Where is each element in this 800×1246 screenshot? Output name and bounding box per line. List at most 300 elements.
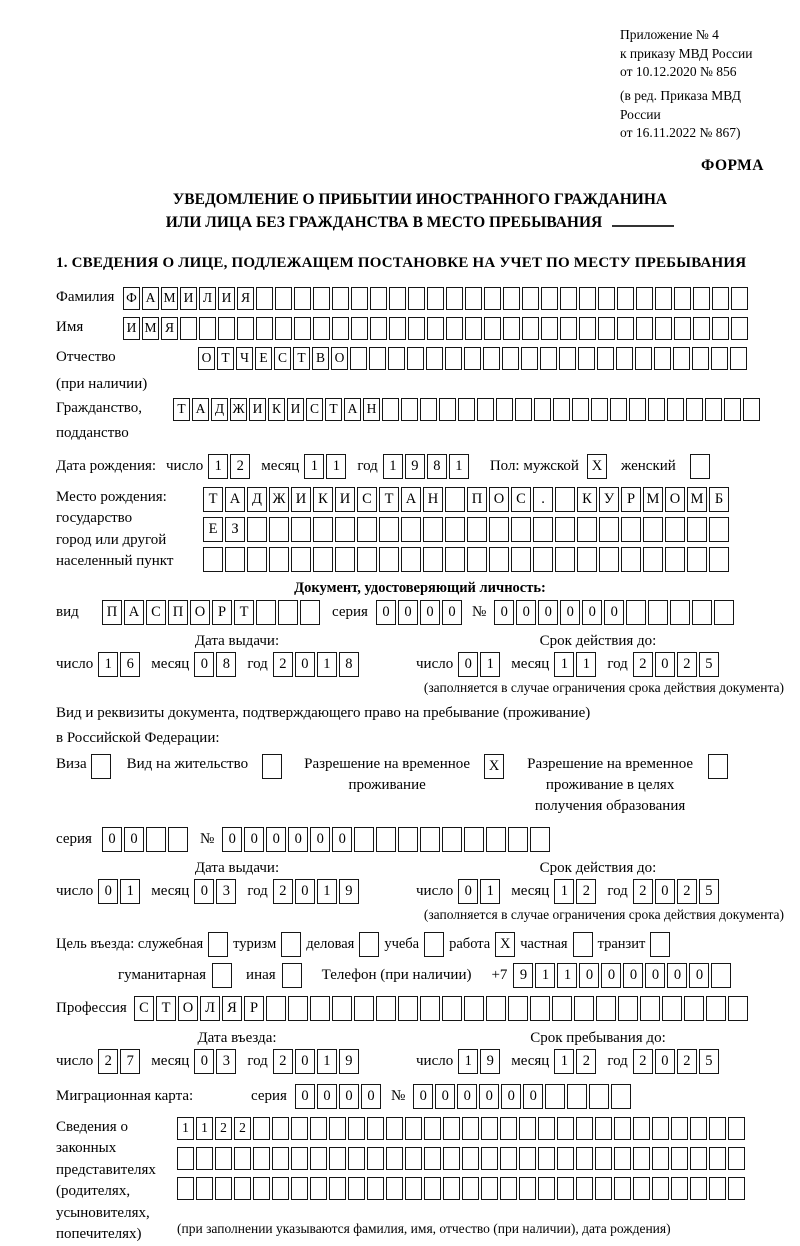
char-box[interactable] bbox=[445, 347, 462, 370]
char-box[interactable]: Т bbox=[325, 398, 342, 421]
char-box[interactable] bbox=[408, 317, 425, 340]
char-box[interactable] bbox=[465, 287, 482, 310]
char-box[interactable]: М bbox=[643, 487, 663, 512]
char-box[interactable] bbox=[648, 398, 665, 421]
char-box[interactable]: 0 bbox=[295, 1084, 315, 1109]
char-box[interactable] bbox=[481, 1117, 498, 1140]
char-box[interactable] bbox=[484, 317, 501, 340]
char-box[interactable] bbox=[446, 287, 463, 310]
temp-residence-edu-checkbox[interactable] bbox=[708, 754, 728, 779]
char-box[interactable]: 0 bbox=[494, 600, 514, 625]
char-box[interactable] bbox=[398, 996, 418, 1021]
char-box[interactable] bbox=[445, 517, 465, 542]
char-box[interactable] bbox=[445, 487, 465, 512]
char-box[interactable]: 0 bbox=[560, 600, 580, 625]
char-box[interactable]: 2 bbox=[633, 1049, 653, 1074]
char-box[interactable] bbox=[557, 1177, 574, 1200]
char-box[interactable] bbox=[481, 1177, 498, 1200]
char-box[interactable]: 1 bbox=[557, 963, 577, 988]
char-box[interactable]: П bbox=[168, 600, 188, 625]
char-box[interactable] bbox=[670, 600, 690, 625]
char-box[interactable]: 2 bbox=[633, 652, 653, 677]
char-box[interactable] bbox=[408, 287, 425, 310]
char-box[interactable] bbox=[357, 517, 377, 542]
char-box[interactable] bbox=[348, 1177, 365, 1200]
char-box[interactable] bbox=[540, 347, 557, 370]
char-box[interactable] bbox=[420, 996, 440, 1021]
char-box[interactable]: С bbox=[274, 347, 291, 370]
char-box[interactable] bbox=[310, 1177, 327, 1200]
char-box[interactable]: 0 bbox=[582, 600, 602, 625]
char-box[interactable] bbox=[234, 1147, 251, 1170]
char-box[interactable]: 9 bbox=[339, 1049, 359, 1074]
char-box[interactable]: С bbox=[306, 398, 323, 421]
char-box[interactable]: 0 bbox=[332, 827, 352, 852]
char-box[interactable] bbox=[357, 547, 377, 572]
char-box[interactable]: Я bbox=[161, 317, 178, 340]
char-box[interactable] bbox=[376, 827, 396, 852]
char-box[interactable]: Е bbox=[255, 347, 272, 370]
char-box[interactable] bbox=[579, 317, 596, 340]
char-box[interactable]: З bbox=[225, 517, 245, 542]
char-box[interactable] bbox=[728, 1177, 745, 1200]
char-box[interactable]: 2 bbox=[273, 1049, 293, 1074]
char-box[interactable]: 1 bbox=[317, 652, 337, 677]
char-box[interactable]: 1 bbox=[449, 454, 469, 479]
char-box[interactable] bbox=[483, 347, 500, 370]
char-box[interactable]: И bbox=[180, 287, 197, 310]
purpose-work-checkbox[interactable]: X bbox=[495, 932, 515, 957]
char-box[interactable] bbox=[614, 1117, 631, 1140]
char-box[interactable]: 1 bbox=[535, 963, 555, 988]
char-box[interactable] bbox=[598, 287, 615, 310]
char-box[interactable]: А bbox=[124, 600, 144, 625]
char-box[interactable] bbox=[595, 1117, 612, 1140]
char-box[interactable] bbox=[709, 1177, 726, 1200]
char-box[interactable] bbox=[247, 547, 267, 572]
char-box[interactable]: 0 bbox=[361, 1084, 381, 1109]
char-box[interactable] bbox=[684, 996, 704, 1021]
char-box[interactable] bbox=[348, 1117, 365, 1140]
char-box[interactable] bbox=[711, 963, 731, 988]
char-box[interactable] bbox=[674, 287, 691, 310]
char-box[interactable]: П bbox=[467, 487, 487, 512]
char-box[interactable] bbox=[253, 1177, 270, 1200]
char-box[interactable] bbox=[180, 317, 197, 340]
char-box[interactable]: 5 bbox=[699, 652, 719, 677]
char-box[interactable]: 9 bbox=[405, 454, 425, 479]
char-box[interactable] bbox=[643, 517, 663, 542]
char-box[interactable] bbox=[389, 287, 406, 310]
char-box[interactable] bbox=[508, 827, 528, 852]
char-box[interactable] bbox=[291, 517, 311, 542]
char-box[interactable]: Л bbox=[199, 287, 216, 310]
char-box[interactable] bbox=[177, 1177, 194, 1200]
char-box[interactable] bbox=[272, 1117, 289, 1140]
char-box[interactable] bbox=[500, 1117, 517, 1140]
char-box[interactable]: А bbox=[344, 398, 361, 421]
char-box[interactable] bbox=[329, 1147, 346, 1170]
char-box[interactable] bbox=[332, 287, 349, 310]
char-box[interactable] bbox=[690, 1177, 707, 1200]
char-box[interactable] bbox=[443, 1147, 460, 1170]
char-box[interactable]: 0 bbox=[244, 827, 264, 852]
char-box[interactable]: 0 bbox=[124, 827, 144, 852]
purpose-transit-checkbox[interactable] bbox=[650, 932, 670, 957]
char-box[interactable] bbox=[405, 1177, 422, 1200]
char-box[interactable]: 0 bbox=[339, 1084, 359, 1109]
char-box[interactable] bbox=[555, 487, 575, 512]
char-box[interactable] bbox=[367, 1147, 384, 1170]
char-box[interactable]: И bbox=[249, 398, 266, 421]
char-box[interactable] bbox=[515, 398, 532, 421]
char-box[interactable] bbox=[386, 1177, 403, 1200]
char-box[interactable]: Т bbox=[156, 996, 176, 1021]
char-box[interactable] bbox=[686, 398, 703, 421]
char-box[interactable]: . bbox=[533, 487, 553, 512]
char-box[interactable] bbox=[629, 398, 646, 421]
char-box[interactable]: Б bbox=[709, 487, 729, 512]
char-box[interactable]: 0 bbox=[310, 827, 330, 852]
char-box[interactable] bbox=[203, 547, 223, 572]
char-box[interactable] bbox=[272, 1147, 289, 1170]
char-box[interactable] bbox=[598, 317, 615, 340]
char-box[interactable]: 1 bbox=[480, 879, 500, 904]
char-box[interactable] bbox=[288, 996, 308, 1021]
char-box[interactable] bbox=[294, 317, 311, 340]
char-box[interactable]: 1 bbox=[196, 1117, 213, 1140]
char-box[interactable]: 1 bbox=[576, 652, 596, 677]
char-box[interactable] bbox=[388, 347, 405, 370]
char-box[interactable]: 1 bbox=[458, 1049, 478, 1074]
char-box[interactable] bbox=[427, 317, 444, 340]
char-box[interactable] bbox=[398, 827, 418, 852]
char-box[interactable] bbox=[489, 517, 509, 542]
char-box[interactable]: 1 bbox=[554, 1049, 574, 1074]
char-box[interactable]: 2 bbox=[677, 879, 697, 904]
char-box[interactable] bbox=[579, 287, 596, 310]
char-box[interactable] bbox=[379, 547, 399, 572]
char-box[interactable] bbox=[674, 317, 691, 340]
char-box[interactable]: В bbox=[312, 347, 329, 370]
char-box[interactable] bbox=[407, 347, 424, 370]
char-box[interactable] bbox=[269, 517, 289, 542]
char-box[interactable] bbox=[576, 1147, 593, 1170]
char-box[interactable]: И bbox=[218, 287, 235, 310]
char-box[interactable]: 0 bbox=[579, 963, 599, 988]
char-box[interactable]: 2 bbox=[273, 879, 293, 904]
char-box[interactable] bbox=[555, 547, 575, 572]
char-box[interactable] bbox=[370, 317, 387, 340]
char-box[interactable]: 0 bbox=[266, 827, 286, 852]
char-box[interactable]: 0 bbox=[458, 652, 478, 677]
char-box[interactable] bbox=[348, 1147, 365, 1170]
char-box[interactable] bbox=[291, 1117, 308, 1140]
char-box[interactable] bbox=[599, 517, 619, 542]
char-box[interactable] bbox=[522, 287, 539, 310]
char-box[interactable] bbox=[665, 547, 685, 572]
char-box[interactable] bbox=[533, 547, 553, 572]
char-box[interactable]: 0 bbox=[667, 963, 687, 988]
char-box[interactable] bbox=[671, 1177, 688, 1200]
char-box[interactable]: 1 bbox=[177, 1117, 194, 1140]
char-box[interactable]: О bbox=[331, 347, 348, 370]
char-box[interactable] bbox=[665, 517, 685, 542]
char-box[interactable] bbox=[401, 398, 418, 421]
char-box[interactable] bbox=[269, 547, 289, 572]
char-box[interactable]: Т bbox=[379, 487, 399, 512]
char-box[interactable]: Р bbox=[244, 996, 264, 1021]
char-box[interactable]: 2 bbox=[234, 1117, 251, 1140]
char-box[interactable]: 2 bbox=[677, 1049, 697, 1074]
char-box[interactable]: 2 bbox=[576, 1049, 596, 1074]
char-box[interactable]: 0 bbox=[442, 600, 462, 625]
char-box[interactable] bbox=[621, 547, 641, 572]
char-box[interactable] bbox=[559, 347, 576, 370]
char-box[interactable] bbox=[511, 547, 531, 572]
char-box[interactable] bbox=[599, 547, 619, 572]
purpose-business-checkbox[interactable] bbox=[359, 932, 379, 957]
char-box[interactable] bbox=[595, 1147, 612, 1170]
char-box[interactable] bbox=[313, 547, 333, 572]
char-box[interactable]: 0 bbox=[295, 879, 315, 904]
char-box[interactable]: 0 bbox=[516, 600, 536, 625]
char-box[interactable] bbox=[278, 600, 298, 625]
char-box[interactable]: Т bbox=[217, 347, 234, 370]
char-box[interactable] bbox=[574, 996, 594, 1021]
char-box[interactable] bbox=[367, 1117, 384, 1140]
char-box[interactable] bbox=[477, 398, 494, 421]
char-box[interactable]: 0 bbox=[194, 879, 214, 904]
char-box[interactable] bbox=[424, 1117, 441, 1140]
char-box[interactable] bbox=[541, 317, 558, 340]
char-box[interactable] bbox=[275, 287, 292, 310]
char-box[interactable]: 0 bbox=[645, 963, 665, 988]
char-box[interactable] bbox=[486, 996, 506, 1021]
char-box[interactable] bbox=[382, 398, 399, 421]
char-box[interactable] bbox=[530, 996, 550, 1021]
char-box[interactable] bbox=[423, 517, 443, 542]
char-box[interactable]: 0 bbox=[288, 827, 308, 852]
char-box[interactable] bbox=[578, 347, 595, 370]
char-box[interactable]: У bbox=[599, 487, 619, 512]
char-box[interactable]: 2 bbox=[677, 652, 697, 677]
char-box[interactable] bbox=[730, 347, 747, 370]
char-box[interactable] bbox=[652, 1177, 669, 1200]
char-box[interactable]: 5 bbox=[699, 879, 719, 904]
temp-residence-checkbox[interactable]: X bbox=[484, 754, 504, 779]
char-box[interactable] bbox=[253, 1147, 270, 1170]
char-box[interactable]: 0 bbox=[523, 1084, 543, 1109]
char-box[interactable] bbox=[648, 600, 668, 625]
char-box[interactable] bbox=[177, 1147, 194, 1170]
char-box[interactable] bbox=[557, 1117, 574, 1140]
char-box[interactable]: 0 bbox=[398, 600, 418, 625]
char-box[interactable] bbox=[534, 398, 551, 421]
char-box[interactable]: К bbox=[313, 487, 333, 512]
char-box[interactable] bbox=[519, 1147, 536, 1170]
purpose-humanitarian-checkbox[interactable] bbox=[212, 963, 232, 988]
char-box[interactable]: И bbox=[287, 398, 304, 421]
char-box[interactable] bbox=[370, 287, 387, 310]
char-box[interactable]: Р bbox=[621, 487, 641, 512]
char-box[interactable] bbox=[464, 827, 484, 852]
char-box[interactable]: 1 bbox=[317, 1049, 337, 1074]
char-box[interactable] bbox=[215, 1177, 232, 1200]
char-box[interactable]: 0 bbox=[435, 1084, 455, 1109]
visa-checkbox[interactable] bbox=[91, 754, 111, 779]
char-box[interactable] bbox=[234, 1177, 251, 1200]
char-box[interactable]: М bbox=[142, 317, 159, 340]
char-box[interactable] bbox=[424, 1147, 441, 1170]
char-box[interactable]: 0 bbox=[376, 600, 396, 625]
char-box[interactable]: Я bbox=[237, 287, 254, 310]
char-box[interactable]: 0 bbox=[194, 1049, 214, 1074]
char-box[interactable] bbox=[538, 1147, 555, 1170]
char-box[interactable] bbox=[522, 317, 539, 340]
char-box[interactable] bbox=[530, 827, 550, 852]
char-box[interactable] bbox=[489, 547, 509, 572]
char-box[interactable] bbox=[731, 317, 748, 340]
char-box[interactable] bbox=[291, 1177, 308, 1200]
char-box[interactable] bbox=[655, 287, 672, 310]
char-box[interactable] bbox=[275, 317, 292, 340]
char-box[interactable]: О bbox=[489, 487, 509, 512]
char-box[interactable] bbox=[462, 1147, 479, 1170]
char-box[interactable]: 1 bbox=[383, 454, 403, 479]
char-box[interactable] bbox=[589, 1084, 609, 1109]
char-box[interactable]: О bbox=[198, 347, 215, 370]
char-box[interactable] bbox=[354, 827, 374, 852]
char-box[interactable]: 1 bbox=[317, 879, 337, 904]
char-box[interactable] bbox=[256, 287, 273, 310]
char-box[interactable]: 0 bbox=[295, 1049, 315, 1074]
char-box[interactable] bbox=[662, 996, 682, 1021]
char-box[interactable]: 2 bbox=[273, 652, 293, 677]
char-box[interactable] bbox=[500, 1147, 517, 1170]
char-box[interactable] bbox=[420, 827, 440, 852]
char-box[interactable] bbox=[643, 547, 663, 572]
char-box[interactable] bbox=[215, 1147, 232, 1170]
char-box[interactable] bbox=[728, 1147, 745, 1170]
char-box[interactable] bbox=[424, 1177, 441, 1200]
purpose-study-checkbox[interactable] bbox=[424, 932, 444, 957]
char-box[interactable]: 0 bbox=[98, 879, 118, 904]
char-box[interactable] bbox=[199, 317, 216, 340]
purpose-private-checkbox[interactable] bbox=[573, 932, 593, 957]
char-box[interactable]: Я bbox=[222, 996, 242, 1021]
char-box[interactable] bbox=[655, 317, 672, 340]
char-box[interactable]: С bbox=[357, 487, 377, 512]
char-box[interactable]: 0 bbox=[317, 1084, 337, 1109]
char-box[interactable]: 1 bbox=[208, 454, 228, 479]
char-box[interactable]: 9 bbox=[513, 963, 533, 988]
char-box[interactable] bbox=[146, 827, 166, 852]
char-box[interactable] bbox=[439, 398, 456, 421]
char-box[interactable] bbox=[709, 1147, 726, 1170]
char-box[interactable] bbox=[687, 547, 707, 572]
char-box[interactable]: 1 bbox=[554, 652, 574, 677]
char-box[interactable]: С bbox=[146, 600, 166, 625]
char-box[interactable]: 9 bbox=[480, 1049, 500, 1074]
char-box[interactable]: 0 bbox=[413, 1084, 433, 1109]
char-box[interactable]: 7 bbox=[120, 1049, 140, 1074]
char-box[interactable] bbox=[690, 1117, 707, 1140]
char-box[interactable]: 8 bbox=[339, 652, 359, 677]
sex-male-checkbox[interactable]: X bbox=[587, 454, 607, 479]
char-box[interactable] bbox=[555, 517, 575, 542]
char-box[interactable]: Т bbox=[293, 347, 310, 370]
char-box[interactable] bbox=[503, 317, 520, 340]
residence-permit-checkbox[interactable] bbox=[262, 754, 282, 779]
char-box[interactable]: 0 bbox=[479, 1084, 499, 1109]
char-box[interactable]: 3 bbox=[216, 879, 236, 904]
char-box[interactable]: Р bbox=[212, 600, 232, 625]
sex-female-checkbox[interactable] bbox=[690, 454, 710, 479]
char-box[interactable]: Т bbox=[234, 600, 254, 625]
char-box[interactable]: Л bbox=[200, 996, 220, 1021]
char-box[interactable]: А bbox=[225, 487, 245, 512]
char-box[interactable]: 0 bbox=[601, 963, 621, 988]
char-box[interactable]: 2 bbox=[215, 1117, 232, 1140]
char-box[interactable] bbox=[553, 398, 570, 421]
char-box[interactable]: Т bbox=[173, 398, 190, 421]
char-box[interactable] bbox=[496, 398, 513, 421]
char-box[interactable] bbox=[247, 517, 267, 542]
char-box[interactable] bbox=[291, 1147, 308, 1170]
char-box[interactable] bbox=[577, 547, 597, 572]
char-box[interactable]: О bbox=[190, 600, 210, 625]
char-box[interactable]: 1 bbox=[120, 879, 140, 904]
char-box[interactable] bbox=[560, 317, 577, 340]
char-box[interactable]: 0 bbox=[458, 879, 478, 904]
char-box[interactable]: Д bbox=[211, 398, 228, 421]
char-box[interactable] bbox=[253, 1117, 270, 1140]
char-box[interactable]: И bbox=[291, 487, 311, 512]
purpose-official-checkbox[interactable] bbox=[208, 932, 228, 957]
char-box[interactable]: 0 bbox=[655, 879, 675, 904]
char-box[interactable]: А bbox=[192, 398, 209, 421]
char-box[interactable] bbox=[671, 1117, 688, 1140]
char-box[interactable] bbox=[671, 1147, 688, 1170]
char-box[interactable]: Н bbox=[423, 487, 443, 512]
char-box[interactable] bbox=[225, 547, 245, 572]
char-box[interactable] bbox=[552, 996, 572, 1021]
char-box[interactable]: Д bbox=[247, 487, 267, 512]
char-box[interactable]: Т bbox=[203, 487, 223, 512]
char-box[interactable] bbox=[386, 1147, 403, 1170]
char-box[interactable]: И bbox=[123, 317, 140, 340]
char-box[interactable] bbox=[237, 317, 254, 340]
char-box[interactable]: 8 bbox=[216, 652, 236, 677]
char-box[interactable]: 0 bbox=[295, 652, 315, 677]
char-box[interactable] bbox=[168, 827, 188, 852]
char-box[interactable] bbox=[576, 1177, 593, 1200]
char-box[interactable] bbox=[427, 287, 444, 310]
char-box[interactable] bbox=[300, 600, 320, 625]
char-box[interactable] bbox=[709, 517, 729, 542]
char-box[interactable] bbox=[351, 317, 368, 340]
char-box[interactable] bbox=[714, 600, 734, 625]
char-box[interactable] bbox=[467, 547, 487, 572]
char-box[interactable] bbox=[445, 547, 465, 572]
char-box[interactable] bbox=[731, 287, 748, 310]
char-box[interactable] bbox=[709, 547, 729, 572]
char-box[interactable] bbox=[442, 996, 462, 1021]
char-box[interactable]: Ч bbox=[236, 347, 253, 370]
char-box[interactable]: К bbox=[268, 398, 285, 421]
char-box[interactable] bbox=[557, 1147, 574, 1170]
